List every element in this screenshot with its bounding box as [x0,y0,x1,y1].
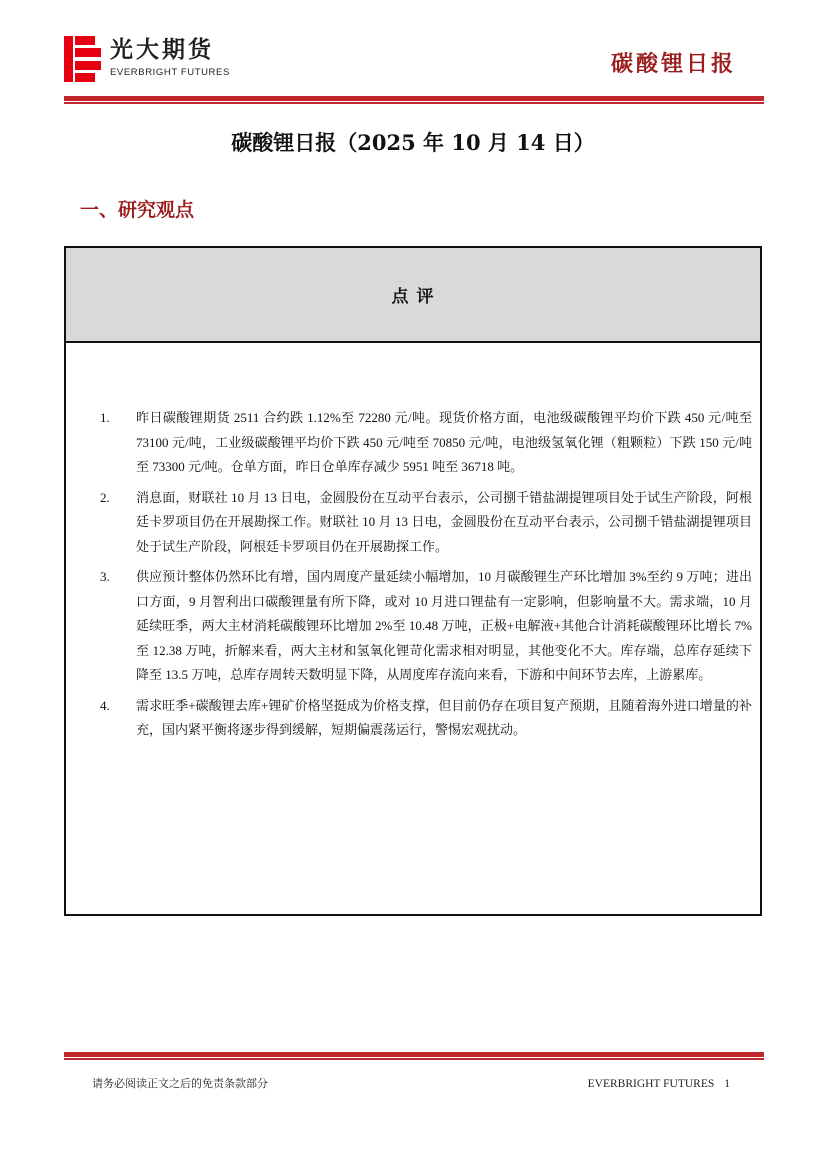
footer-disclaimer: 请务必阅读正文之后的免责条款部分 [92,1077,268,1090]
list-item-number: 1. [100,410,110,425]
list-item-text: 消息面，财联社 10 月 13 日电，金圆股份在互动平台表示，公司捌千错盐湖提锂项目处于试生产阶段，阿根廷卡罗项目仍在开展勘探工作。财联社 10 月 13 日电，金圆股份在互动平台表示，公司捌千错盐湖提锂项目处于试生产阶段，阿根廷卡罗项目仍在开展勘探工作。 [136,489,752,554]
logo-name-en: EVERBRIGHT FUTURES [110,67,230,78]
header-divider-thin [64,102,764,104]
company-logo [64,36,244,82]
header-title: 碳酸锂日报 [610,51,736,77]
footer-company: EVERBRIGHT FUTURES [587,1078,715,1090]
list-item-number: 4. [100,697,110,713]
footer-info [588,1076,730,1092]
footer-divider [64,1052,764,1060]
commentary-header [66,248,760,343]
list-item [100,486,752,560]
list-item-text: 供应预计整体仍然环比有增，国内周度产量延续小幅增加，10 月碳酸锂生产环比增加 3%至约 9 万吨；进出口方面，9 月智利出口碳酸锂量有所下降，或对 10 月进口锂盐有一定影响，但影响量不大。需求端，10 月延续旺季，两大主材消耗碳酸锂环比增加 2%至 10.48 万吨，正极+电解液+其他合计消耗碳酸锂环比增长 7%至 12.38 万吨，折解来看，两大主材和氢氧化锂苛化需求相对明显，其他变化不大。库存端，总库存延续下降至 13.5 万吨，总库存周转天数明显下降，从周度库存流向来看，下游和中间环节去库，上游累库。 [136,569,752,682]
header-divider [64,96,764,104]
list-item [100,406,752,480]
list-item [100,694,752,743]
commentary-header-label: 点 评 [391,287,435,307]
list-item-text: 昨日碳酸锂期货 2511 合约跌 1.12%至 72280 元/吨。现货价格方面，电池级碳酸锂平均价下跌 450 元/吨至 73100 元/吨，工业级碳酸锂平均价下跌 450 元/吨至 70850 元/吨，电池级氢氧化锂（粗颗粒）下跌 150 元/吨至 73300 元/吨。仓单方面，昨日仓单库存减少 5951 吨至 36718 吨。 [136,410,752,474]
footer-divider-thin [64,1058,764,1060]
commentary-list [100,406,752,749]
section-heading: 一、研究观点 [80,199,195,221]
list-item [100,565,752,688]
commentary-box [64,246,762,916]
header-divider-thick [64,96,764,101]
list-item-number: 2. [100,489,110,505]
list-item-text: 需求旺季+碳酸锂去库+锂矿价格坚挺成为价格支撑，但目前仍存在项目复产预期，且随着海外进口增量的补充，国内紧平衡将逐步得到缓解，短期偏震荡运行，警惕宏观扰动。 [136,697,752,737]
report-title: 碳酸锂日报（2025 年 10 月 14 日） [231,130,595,155]
list-item-number: 3. [100,569,110,584]
everbright-logo-icon [64,36,104,82]
page-number: 1 [724,1078,730,1090]
footer-divider-thick [64,1052,764,1057]
logo-name-cn: 光大期货 [110,37,214,63]
